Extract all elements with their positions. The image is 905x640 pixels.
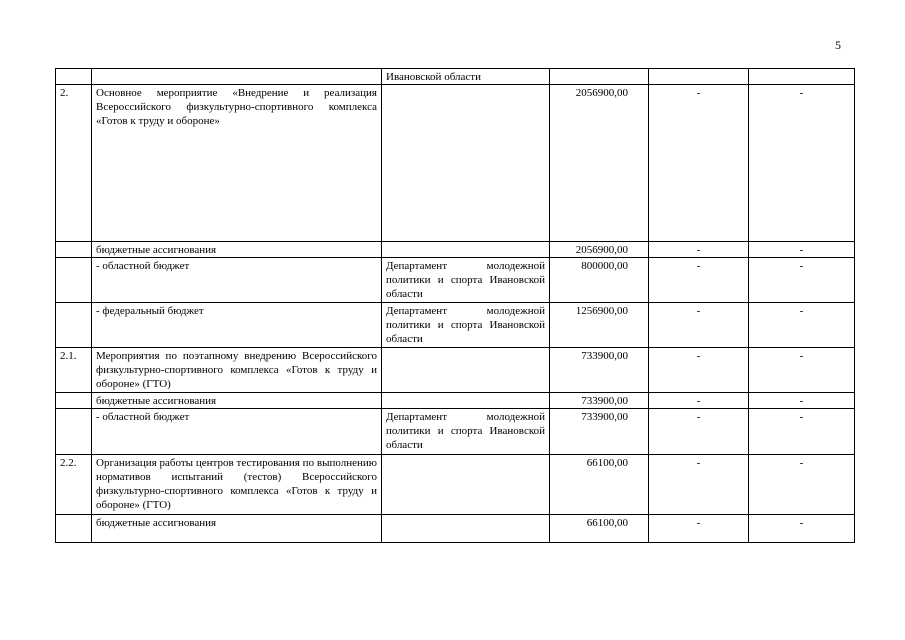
row-amount: 800000,00 [550,258,649,303]
table-row [56,303,855,348]
row-year3-amount: - [749,258,855,303]
row-year2-amount: - [649,393,749,409]
budget-table [55,68,855,543]
row-amount: 2056900,00 [550,85,649,242]
row-number: 2.1. [56,348,92,393]
row-year2-amount: - [649,303,749,348]
row-executor [382,348,550,393]
row-number [56,242,92,258]
row-description: - областной бюджет [92,409,382,455]
row-number: 2. [56,85,92,242]
row-executor [382,455,550,515]
page-number: 5 [835,38,841,52]
row-year2-amount: - [649,515,749,543]
row-description: бюджетные ассигнования [92,393,382,409]
table-row [56,242,855,258]
row-year2-amount: - [649,455,749,515]
row-description [92,69,382,85]
table-row [56,258,855,303]
row-description: Организация работы центров тестирования по выполнению нормативов испытаний (тестов) Всероссийского физкультурно-спортивного комплекса «Готов к труду и обороне» (ГТО) [92,455,382,515]
row-number [56,258,92,303]
row-year3-amount [749,69,855,85]
row-amount: 1256900,00 [550,303,649,348]
row-year2-amount: - [649,409,749,455]
row-year3-amount: - [749,85,855,242]
row-amount [550,69,649,85]
row-year2-amount: - [649,242,749,258]
row-year2-amount: - [649,348,749,393]
row-year3-amount: - [749,348,855,393]
row-year3-amount: - [749,393,855,409]
row-amount: 66100,00 [550,455,649,515]
row-amount: 733900,00 [550,409,649,455]
row-year3-amount: - [749,409,855,455]
row-year3-amount: - [749,303,855,348]
row-number: 2.2. [56,455,92,515]
row-description: - федеральный бюджет [92,303,382,348]
row-amount: 733900,00 [550,348,649,393]
row-executor: Ивановской области [382,69,550,85]
row-year3-amount: - [749,242,855,258]
row-executor [382,393,550,409]
table-row [56,393,855,409]
row-executor [382,515,550,543]
row-year2-amount: - [649,258,749,303]
row-number [56,393,92,409]
table-row [56,85,855,242]
row-number [56,409,92,455]
row-description: бюджетные ассигнования [92,515,382,543]
row-description: бюджетные ассигнования [92,242,382,258]
table-row [56,348,855,393]
row-number [56,515,92,543]
row-number [56,303,92,348]
table-row [56,515,855,543]
row-amount: 733900,00 [550,393,649,409]
row-year2-amount: - [649,85,749,242]
row-executor [382,85,550,242]
row-description: Мероприятия по поэтапному внедрению Всероссийского физкультурно-спортивного комплекса «Готов к труду и обороне» (ГТО) [92,348,382,393]
row-description: - областной бюджет [92,258,382,303]
row-description: Основное мероприятие «Внедрение и реализация Всероссийского физкультурно-спортивного комплекса «Готов к труду и обороне» [92,85,382,242]
row-executor: Департамент молодежной политики и спорта Ивановской области [382,258,550,303]
row-executor: Департамент молодежной политики и спорта Ивановской области [382,303,550,348]
row-executor: Департамент молодежной политики и спорта Ивановской области [382,409,550,455]
row-amount: 2056900,00 [550,242,649,258]
table-row [56,69,855,85]
row-year3-amount: - [749,515,855,543]
table-row [56,455,855,515]
row-executor [382,242,550,258]
row-amount: 66100,00 [550,515,649,543]
table-row [56,409,855,455]
row-year2-amount [649,69,749,85]
row-number [56,69,92,85]
row-year3-amount: - [749,455,855,515]
